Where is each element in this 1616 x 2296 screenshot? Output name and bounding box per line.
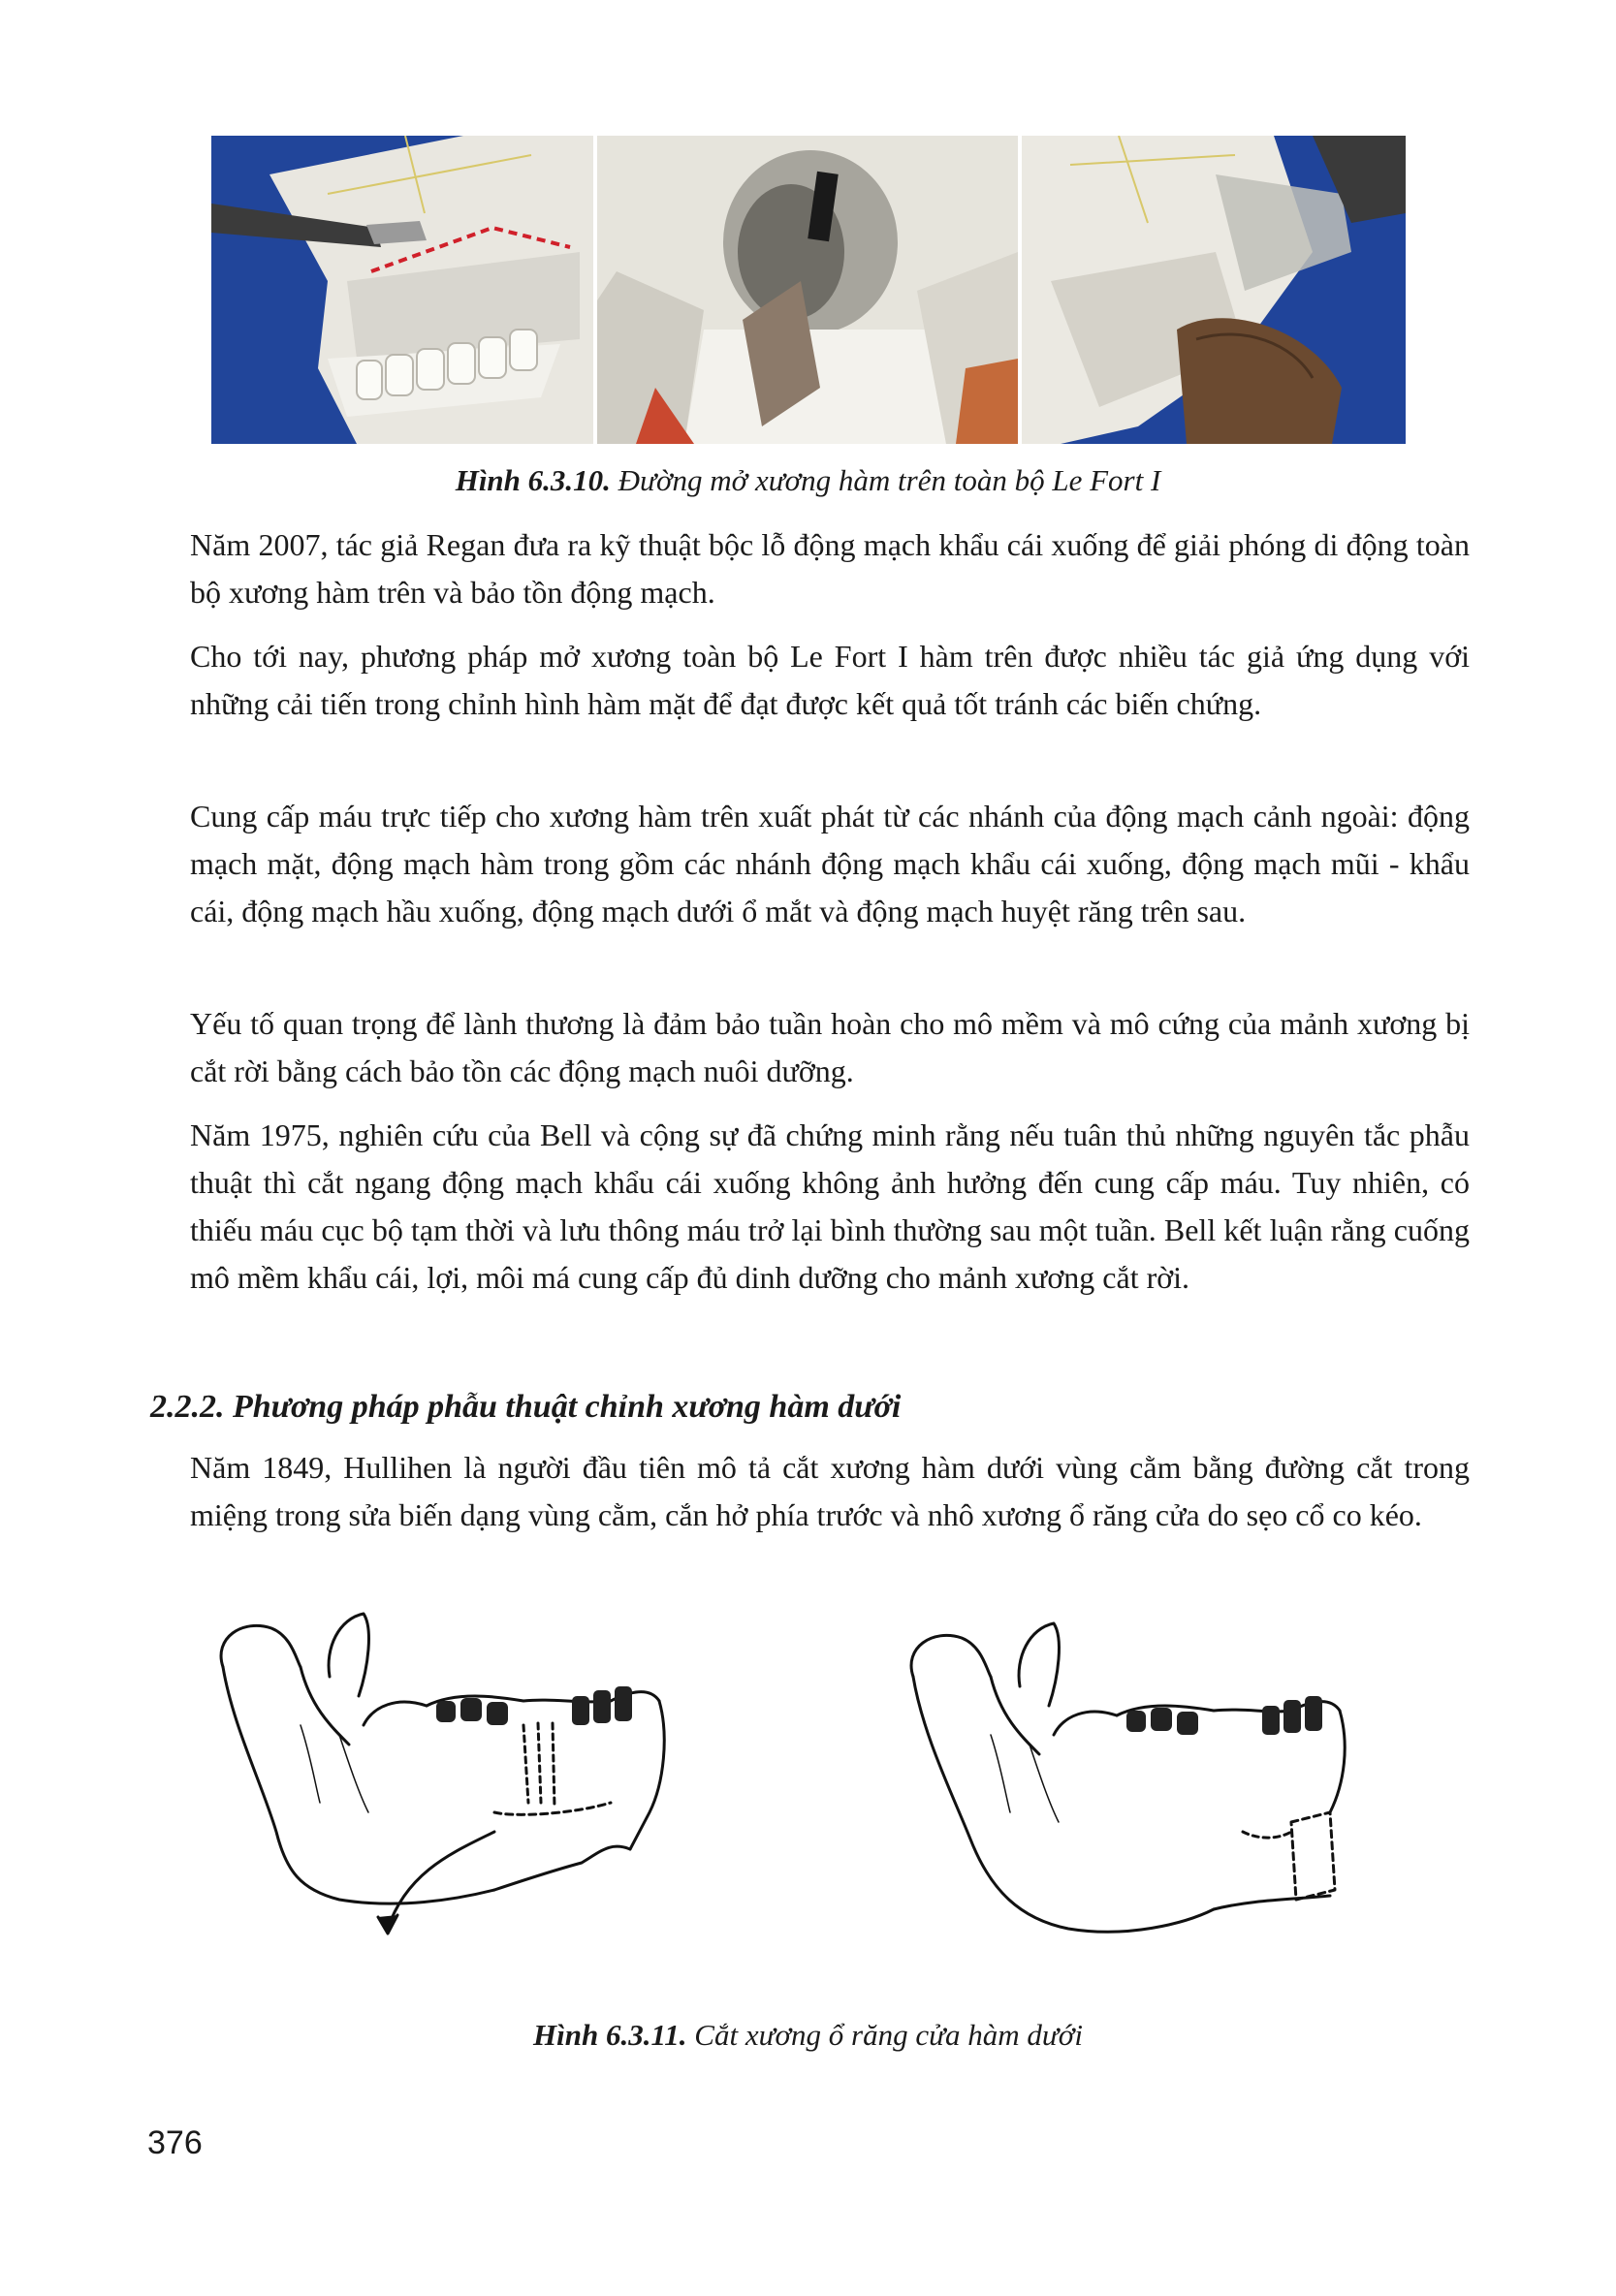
paragraph-le-fort: Cho tới nay, phương pháp mở xương toàn bộ Le Fort I hàm trên được nhiều tác giả ứng dụng với những cải tiến trong chỉnh hình hàm mặt để đạt được kết quả tốt tránh các biến chứng. xyxy=(190,639,1470,721)
figure-caption-text: Cắt xương ổ răng cửa hàm dưới xyxy=(694,2018,1083,2052)
paragraph-healing: Yếu tố quan trọng để lành thương là đảm bảo tuần hoàn cho mô mềm và mô cứng của mảnh xương bị cắt rời bằng cách bảo tồn các động mạch nuôi dưỡng. xyxy=(190,1006,1470,1088)
figure-caption-text: Đường mở xương hàm trên toàn bộ Le Fort I xyxy=(618,463,1161,497)
paragraph-blood-supply: Cung cấp máu trực tiếp cho xương hàm trên xuất phát từ các nhánh của động mạch cảnh ngoài: động mạch mặt, động mạch hàm trong gồm các nhánh động mạch khẩu cái xuống, động mạch mũi - khẩu cái, động mạch hầu xuống, động mạch dưới ổ mắt và động mạch huyệt răng trên sau. xyxy=(190,799,1470,928)
page-number: 376 xyxy=(147,2124,203,2161)
mandible-drawing-left xyxy=(204,1609,746,1967)
mandible-drawing-right xyxy=(894,1609,1437,1967)
paragraph-regan: Năm 2007, tác giả Regan đưa ra kỹ thuật bộc lỗ động mạch khẩu cái xuống để giải phóng di động toàn bộ xương hàm trên và bảo tồn động mạch. xyxy=(190,527,1470,610)
paragraph-hullihen: Năm 1849, Hullihen là người đầu tiên mô tả cắt xương hàm dưới vùng cằm bằng đường cắt trong miệng trong sửa biến dạng vùng cằm, cắn hở phía trước và nhô xương ổ răng cửa do sẹo cổ co kéo. xyxy=(190,1450,1470,1532)
skull-photo-right xyxy=(1022,136,1406,444)
section-heading: 2.2.2. Phương pháp phẫu thuật chỉnh xương hàm dưới xyxy=(150,1389,902,1425)
figure-label: Hình 6.3.11. xyxy=(533,2018,687,2052)
figure-6-3-11-caption xyxy=(0,2018,1616,2053)
skull-photo-middle xyxy=(597,136,1018,444)
figure-label: Hình 6.3.10. xyxy=(455,463,611,497)
figure-6-3-10-caption xyxy=(0,463,1616,498)
skull-photo-left xyxy=(211,136,593,444)
paragraph-bell: Năm 1975, nghiên cứu của Bell và cộng sự đã chứng minh rằng nếu tuân thủ những nguyên tắc phẫu thuật thì cắt ngang động mạch khẩu cái xuống không ảnh hưởng đến cung cấp máu. Tuy nhiên, có thiếu máu cục bộ tạm thời và lưu thông máu trở lại bình thường sau một tuần. Bell kết luận rằng cuống mô mềm khẩu cái, lợi, môi má cung cấp đủ dinh dưỡng cho mảnh xương cắt rời. xyxy=(190,1117,1470,1295)
figure-6-3-10-photos xyxy=(211,136,1406,444)
